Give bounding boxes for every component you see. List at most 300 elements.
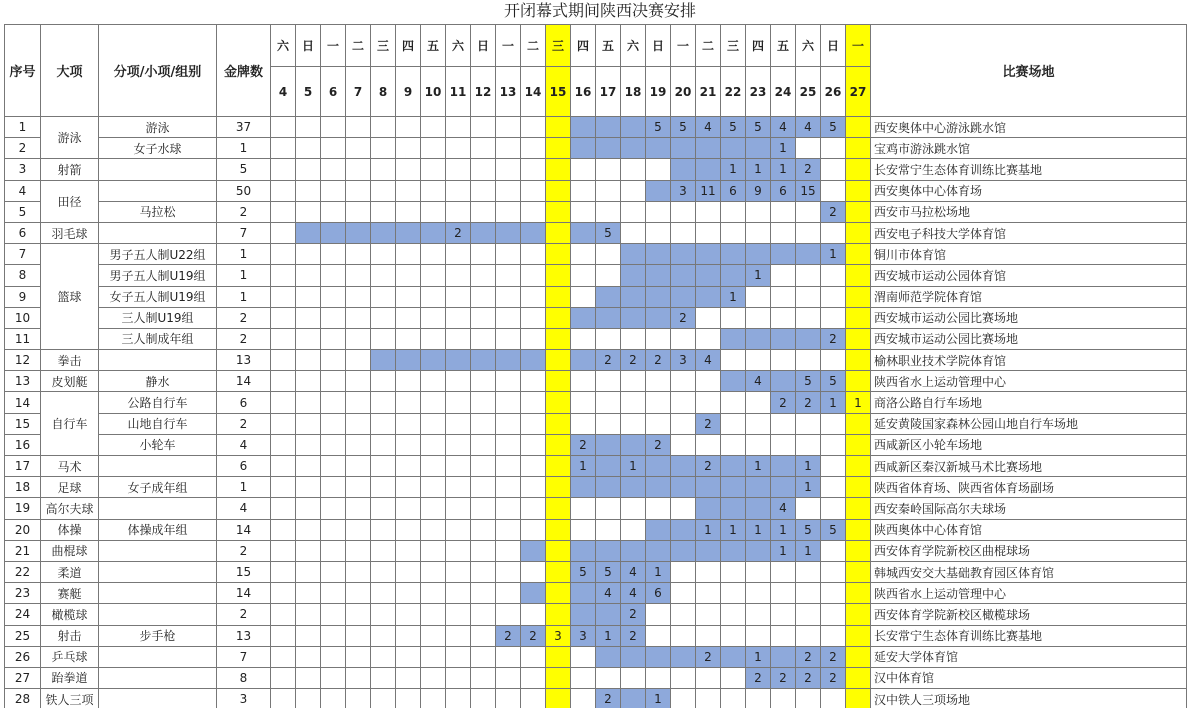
day-cell [621,498,646,519]
day-cell: 5 [821,117,846,138]
day-cell [271,646,296,667]
event-cell [99,689,217,708]
day-cell [296,222,321,243]
day-cell [471,286,496,307]
day-cell [821,434,846,455]
day-cell [771,583,796,604]
day-cell: 5 [796,519,821,540]
day-cell [346,350,371,371]
day-cell [321,519,346,540]
day-cell: 2 [596,350,621,371]
day-cell [471,519,496,540]
day-cell [696,159,721,180]
table-row [5,180,1187,201]
day-cell [296,265,321,286]
day-cell [571,540,596,561]
day-cell [596,646,621,667]
event-cell [99,350,217,371]
day-cell [571,413,596,434]
day-cell [546,307,571,328]
weekday-header: 四 [396,25,421,67]
day-cell [446,625,471,646]
day-cell [646,307,671,328]
day-cell [446,201,471,222]
day-cell [321,434,346,455]
day-cell [371,201,396,222]
day-cell [371,498,396,519]
day-cell [846,307,871,328]
day-cell [396,117,421,138]
day-cell [646,413,671,434]
day-cell [446,646,471,667]
day-cell [521,201,546,222]
day-cell [546,583,571,604]
day-cell: 5 [646,117,671,138]
row-number: 16 [5,434,41,455]
sport-cell: 射箭 [41,159,99,180]
day-cell [421,519,446,540]
event-cell: 公路自行车 [99,392,217,413]
day-cell [446,350,471,371]
day-cell: 5 [671,117,696,138]
date-header: 13 [496,67,521,117]
day-cell: 2 [821,646,846,667]
venue-cell: 铜川市体育馆 [871,244,1187,265]
day-cell [696,244,721,265]
row-number: 17 [5,456,41,477]
day-cell [746,540,771,561]
day-cell [421,180,446,201]
day-cell [821,689,846,708]
weekday-header: 日 [821,25,846,67]
day-cell [671,456,696,477]
day-cell [546,328,571,349]
day-cell [796,434,821,455]
day-cell [721,434,746,455]
day-cell [471,434,496,455]
day-cell [296,604,321,625]
date-header: 9 [396,67,421,117]
day-cell [846,138,871,159]
day-cell [496,265,521,286]
day-cell [721,689,746,708]
day-cell [771,625,796,646]
day-cell [471,159,496,180]
day-cell [771,434,796,455]
medal-count: 1 [217,138,271,159]
day-cell [646,456,671,477]
day-cell [771,286,796,307]
day-cell [546,159,571,180]
day-cell [396,392,421,413]
day-cell: 11 [696,180,721,201]
day-cell [571,222,596,243]
day-cell [271,583,296,604]
day-cell [496,222,521,243]
day-cell [721,350,746,371]
day-cell [446,689,471,708]
day-cell [596,159,621,180]
day-cell [321,456,346,477]
weekday-header: 三 [721,25,746,67]
day-cell [296,434,321,455]
venue-cell: 西安城市运动公园比赛场地 [871,307,1187,328]
day-cell [771,201,796,222]
day-cell [596,519,621,540]
row-number: 23 [5,583,41,604]
day-cell [471,456,496,477]
day-cell [521,350,546,371]
day-cell [671,561,696,582]
day-cell: 1 [821,392,846,413]
day-cell: 1 [771,138,796,159]
sport-cell: 铁人三项 [41,689,99,708]
day-cell [471,138,496,159]
day-cell [696,561,721,582]
venue-cell: 西安体育学院新校区橄榄球场 [871,604,1187,625]
venue-cell: 渭南师范学院体育馆 [871,286,1187,307]
weekday-header: 二 [696,25,721,67]
day-cell [571,138,596,159]
row-number: 19 [5,498,41,519]
day-cell [471,498,496,519]
weekday-header: 二 [346,25,371,67]
day-cell [371,561,396,582]
day-cell [746,498,771,519]
day-cell [371,307,396,328]
day-cell [346,286,371,307]
day-cell [671,477,696,498]
day-cell: 2 [796,159,821,180]
event-cell: 体操成年组 [99,519,217,540]
weekday-header: 四 [746,25,771,67]
day-cell [721,201,746,222]
day-cell [696,307,721,328]
day-cell [546,244,571,265]
table-row [5,519,1187,540]
day-cell [446,159,471,180]
day-cell [521,244,546,265]
day-cell [646,477,671,498]
day-cell [271,307,296,328]
day-cell: 2 [621,350,646,371]
day-cell [346,477,371,498]
venue-cell: 西安秦岭国际高尔夫球场 [871,498,1187,519]
day-cell: 3 [671,350,696,371]
day-cell [596,477,621,498]
day-cell [846,498,871,519]
day-cell [746,307,771,328]
day-cell: 5 [571,561,596,582]
day-cell [321,265,346,286]
weekday-header: 五 [771,25,796,67]
day-cell [621,371,646,392]
day-cell [496,159,521,180]
day-cell [646,138,671,159]
day-cell [721,625,746,646]
day-cell [621,201,646,222]
day-cell [396,371,421,392]
sport-cell: 柔道 [41,561,99,582]
day-cell [671,265,696,286]
day-cell [771,371,796,392]
day-cell [271,498,296,519]
day-cell [696,583,721,604]
day-cell [296,328,321,349]
day-cell [546,180,571,201]
day-cell [271,625,296,646]
day-cell [321,413,346,434]
day-cell [496,328,521,349]
medal-count: 2 [217,540,271,561]
day-cell [446,477,471,498]
day-cell [596,392,621,413]
day-cell [846,646,871,667]
day-cell [296,201,321,222]
day-cell [421,625,446,646]
table-row [5,456,1187,477]
day-cell [696,434,721,455]
day-cell: 3 [671,180,696,201]
day-cell: 5 [721,117,746,138]
day-cell [621,477,646,498]
medal-count: 1 [217,265,271,286]
day-cell [696,540,721,561]
day-cell [446,244,471,265]
day-cell [521,265,546,286]
venue-cell: 榆林职业技术学院体育馆 [871,350,1187,371]
day-cell [796,201,821,222]
medal-count: 50 [217,180,271,201]
day-cell: 2 [821,201,846,222]
date-header: 12 [471,67,496,117]
row-number: 20 [5,519,41,540]
day-cell [346,117,371,138]
table-row [5,117,1187,138]
day-cell: 3 [571,625,596,646]
day-cell [671,625,696,646]
day-cell [671,689,696,708]
event-cell: 三人制成年组 [99,328,217,349]
day-cell [496,434,521,455]
day-cell: 1 [796,456,821,477]
day-cell [596,604,621,625]
venue-cell: 商洛公路自行车场地 [871,392,1187,413]
table-row [5,307,1187,328]
day-cell [646,540,671,561]
day-cell [471,689,496,708]
day-cell [671,498,696,519]
day-cell [446,307,471,328]
row-number: 11 [5,328,41,349]
header-medals: 金牌数 [217,25,271,117]
day-cell [621,286,646,307]
day-cell: 2 [746,667,771,688]
day-cell [821,498,846,519]
medal-count: 8 [217,667,271,688]
table-row [5,328,1187,349]
venue-cell: 长安常宁生态体育训练比赛基地 [871,159,1187,180]
day-cell [796,265,821,286]
venue-cell: 西安城市运动公园体育馆 [871,265,1187,286]
day-cell [796,138,821,159]
day-cell [696,667,721,688]
sport-cell: 拳击 [41,350,99,371]
day-cell [746,328,771,349]
day-cell [471,244,496,265]
day-cell [671,328,696,349]
day-cell [796,328,821,349]
weekday-header: 日 [471,25,496,67]
day-cell [271,328,296,349]
row-number: 5 [5,201,41,222]
day-cell [371,646,396,667]
day-cell [571,117,596,138]
day-cell [321,307,346,328]
venue-cell: 西安城市运动公园比赛场地 [871,328,1187,349]
venue-cell: 长安常宁生态体育训练比赛基地 [871,625,1187,646]
day-cell [421,434,446,455]
date-header: 27 [846,67,871,117]
date-header: 19 [646,67,671,117]
sport-cell: 皮划艇 [41,371,99,392]
day-cell [271,265,296,286]
day-cell [296,456,321,477]
day-cell [821,138,846,159]
day-cell [821,413,846,434]
event-cell: 女子水球 [99,138,217,159]
day-cell [271,434,296,455]
day-cell [421,350,446,371]
day-cell [621,540,646,561]
day-cell [546,604,571,625]
day-cell [546,498,571,519]
day-cell [721,138,746,159]
row-number: 8 [5,265,41,286]
day-cell [371,286,396,307]
day-cell [421,159,446,180]
date-header: 23 [746,67,771,117]
medal-count: 2 [217,604,271,625]
day-cell [846,371,871,392]
day-cell [496,286,521,307]
day-cell [721,265,746,286]
row-number: 26 [5,646,41,667]
date-header: 26 [821,67,846,117]
day-cell [646,604,671,625]
day-cell [321,604,346,625]
day-cell [846,434,871,455]
day-cell [571,498,596,519]
day-cell: 1 [796,477,821,498]
row-number: 24 [5,604,41,625]
day-cell [396,498,421,519]
day-cell: 1 [821,244,846,265]
day-cell: 4 [771,117,796,138]
day-cell [771,244,796,265]
medal-count: 14 [217,583,271,604]
day-cell [396,244,421,265]
day-cell [296,117,321,138]
day-cell: 1 [571,456,596,477]
day-cell [796,350,821,371]
day-cell [546,667,571,688]
day-cell [396,434,421,455]
sport-cell: 足球 [41,477,99,498]
day-cell: 4 [621,583,646,604]
day-cell [571,583,596,604]
day-cell [371,477,396,498]
day-cell [496,413,521,434]
day-cell [346,138,371,159]
day-cell: 1 [721,519,746,540]
day-cell [671,667,696,688]
day-cell [346,180,371,201]
day-cell [296,519,321,540]
day-cell [421,413,446,434]
day-cell: 2 [621,625,646,646]
day-cell [346,583,371,604]
day-cell [371,540,396,561]
day-cell [421,540,446,561]
day-cell [271,201,296,222]
day-cell [721,456,746,477]
day-cell [346,222,371,243]
day-cell [396,286,421,307]
day-cell [671,519,696,540]
day-cell [546,689,571,708]
table-row [5,689,1187,708]
event-cell: 静水 [99,371,217,392]
day-cell [721,604,746,625]
day-cell [846,519,871,540]
sport-cell: 体操 [41,519,99,540]
day-cell [446,604,471,625]
day-cell [321,477,346,498]
event-cell [99,540,217,561]
day-cell [746,286,771,307]
day-cell [646,328,671,349]
day-cell [571,265,596,286]
day-cell [571,286,596,307]
day-cell [496,477,521,498]
row-number: 1 [5,117,41,138]
day-cell [721,392,746,413]
day-cell [346,667,371,688]
day-cell: 1 [771,519,796,540]
day-cell [646,159,671,180]
day-cell [496,244,521,265]
day-cell: 9 [746,180,771,201]
date-header: 10 [421,67,446,117]
row-number: 10 [5,307,41,328]
day-cell [371,180,396,201]
day-cell [546,434,571,455]
day-cell [321,646,346,667]
day-cell [546,646,571,667]
day-cell [571,350,596,371]
day-cell [496,583,521,604]
day-cell [521,583,546,604]
row-number: 12 [5,350,41,371]
day-cell [696,201,721,222]
day-cell [621,413,646,434]
day-cell: 2 [796,392,821,413]
day-cell [471,392,496,413]
day-cell [396,138,421,159]
day-cell [696,222,721,243]
day-cell [696,328,721,349]
